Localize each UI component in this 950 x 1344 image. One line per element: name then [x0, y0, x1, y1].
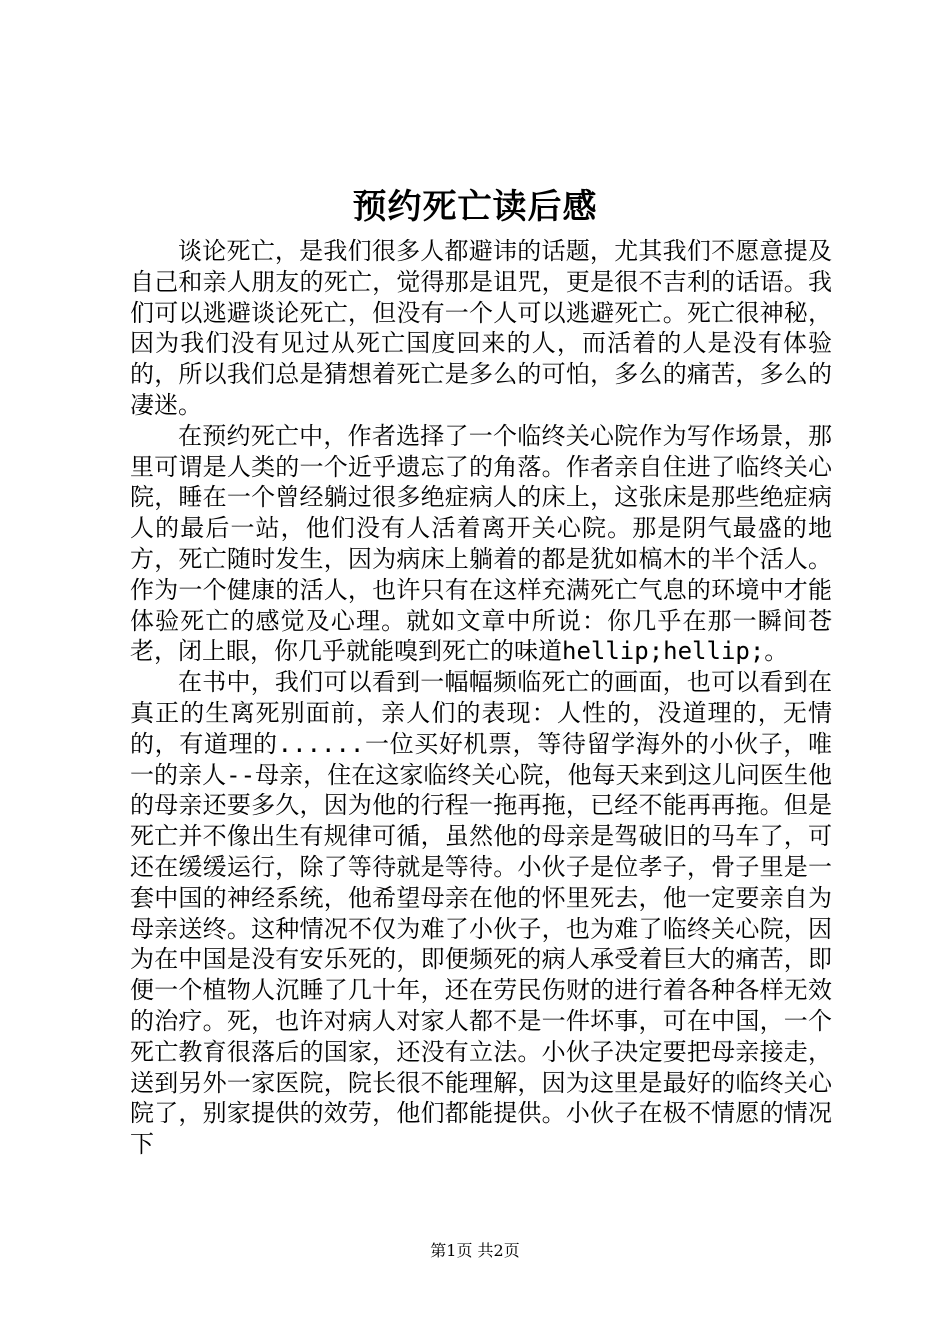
paragraph-1: 谈论死亡，是我们很多人都避讳的话题，尤其我们不愿意提及自己和亲人朋友的死亡，觉得那是诅咒，更是很不吉利的话语。我们可以逃避谈论死亡，但没有一个人可以逃避死亡。死亡很神秘，因为我们没有见过从死亡国度回来的人，而活着的人是没有体验的，所以我们总是猜想着死亡是多么的可怕，多么的痛苦，多么的凄迷。	[130, 237, 832, 419]
paragraph-3: 在书中，我们可以看到一幅幅频临死亡的画面，也可以看到在真正的生离死别面前，亲人们的表现：人性的，没道理的，无情的，有道理的......一位买好机票，等待留学海外的小伙子，唯一的亲人--母亲，住在这家临终关心院，他每天来到这儿问医生他的母亲还要多久，因为他的行程一拖再拖，已经不能再再拖。但是死亡并不像出生有规律可循，虽然他的母亲是驾破旧的马车了，可还在缓缓运行，除了等待就是等待。小伙子是位孝子，骨子里是一套中国的神经系统，他希望母亲在他的怀里死去，他一定要亲自为母亲送终。这种情况不仅为难了小伙子，也为难了临终关心院，因为在中国是没有安乐死的，即便频死的病人承受着巨大的痛苦，即便一个植物人沉睡了几十年，还在劳民伤财的进行着各种各样无效的治疗。死，也许对病人对家人都不是一件坏事，可在中国，一个死亡教育很落后的国家，还没有立法。小伙子决定要把母亲接走，送到另外一家医院，院长很不能理解，因为这里是最好的临终关心院了，别家提供的效劳，他们都能提供。小伙子在极不情愿的情况下	[130, 668, 832, 1159]
document-title: 预约死亡读后感	[352, 187, 598, 227]
page-number-footer: 第1页 共2页	[430, 1241, 520, 1260]
document-body	[130, 236, 832, 1160]
paragraph-2: 在预约死亡中，作者选择了一个临终关心院作为写作场景，那里可谓是人类的一个近乎遗忘了的角落。作者亲自住进了临终关心院，睡在一个曾经躺过很多绝症病人的床上，这张床是那些绝症病人的最后一站，他们没有人活着离开关心院。那是阴气最盛的地方，死亡随时发生，因为病床上躺着的都是犹如槁木的半个活人。作为一个健康的活人，也许只有在这样充满死亡气息的环境中才能体验死亡的感觉及心理。就如文章中所说：你几乎在那一瞬间苍老，闭上眼，你几乎就能嗅到死亡的味道hellip;hellip;。	[130, 421, 832, 666]
